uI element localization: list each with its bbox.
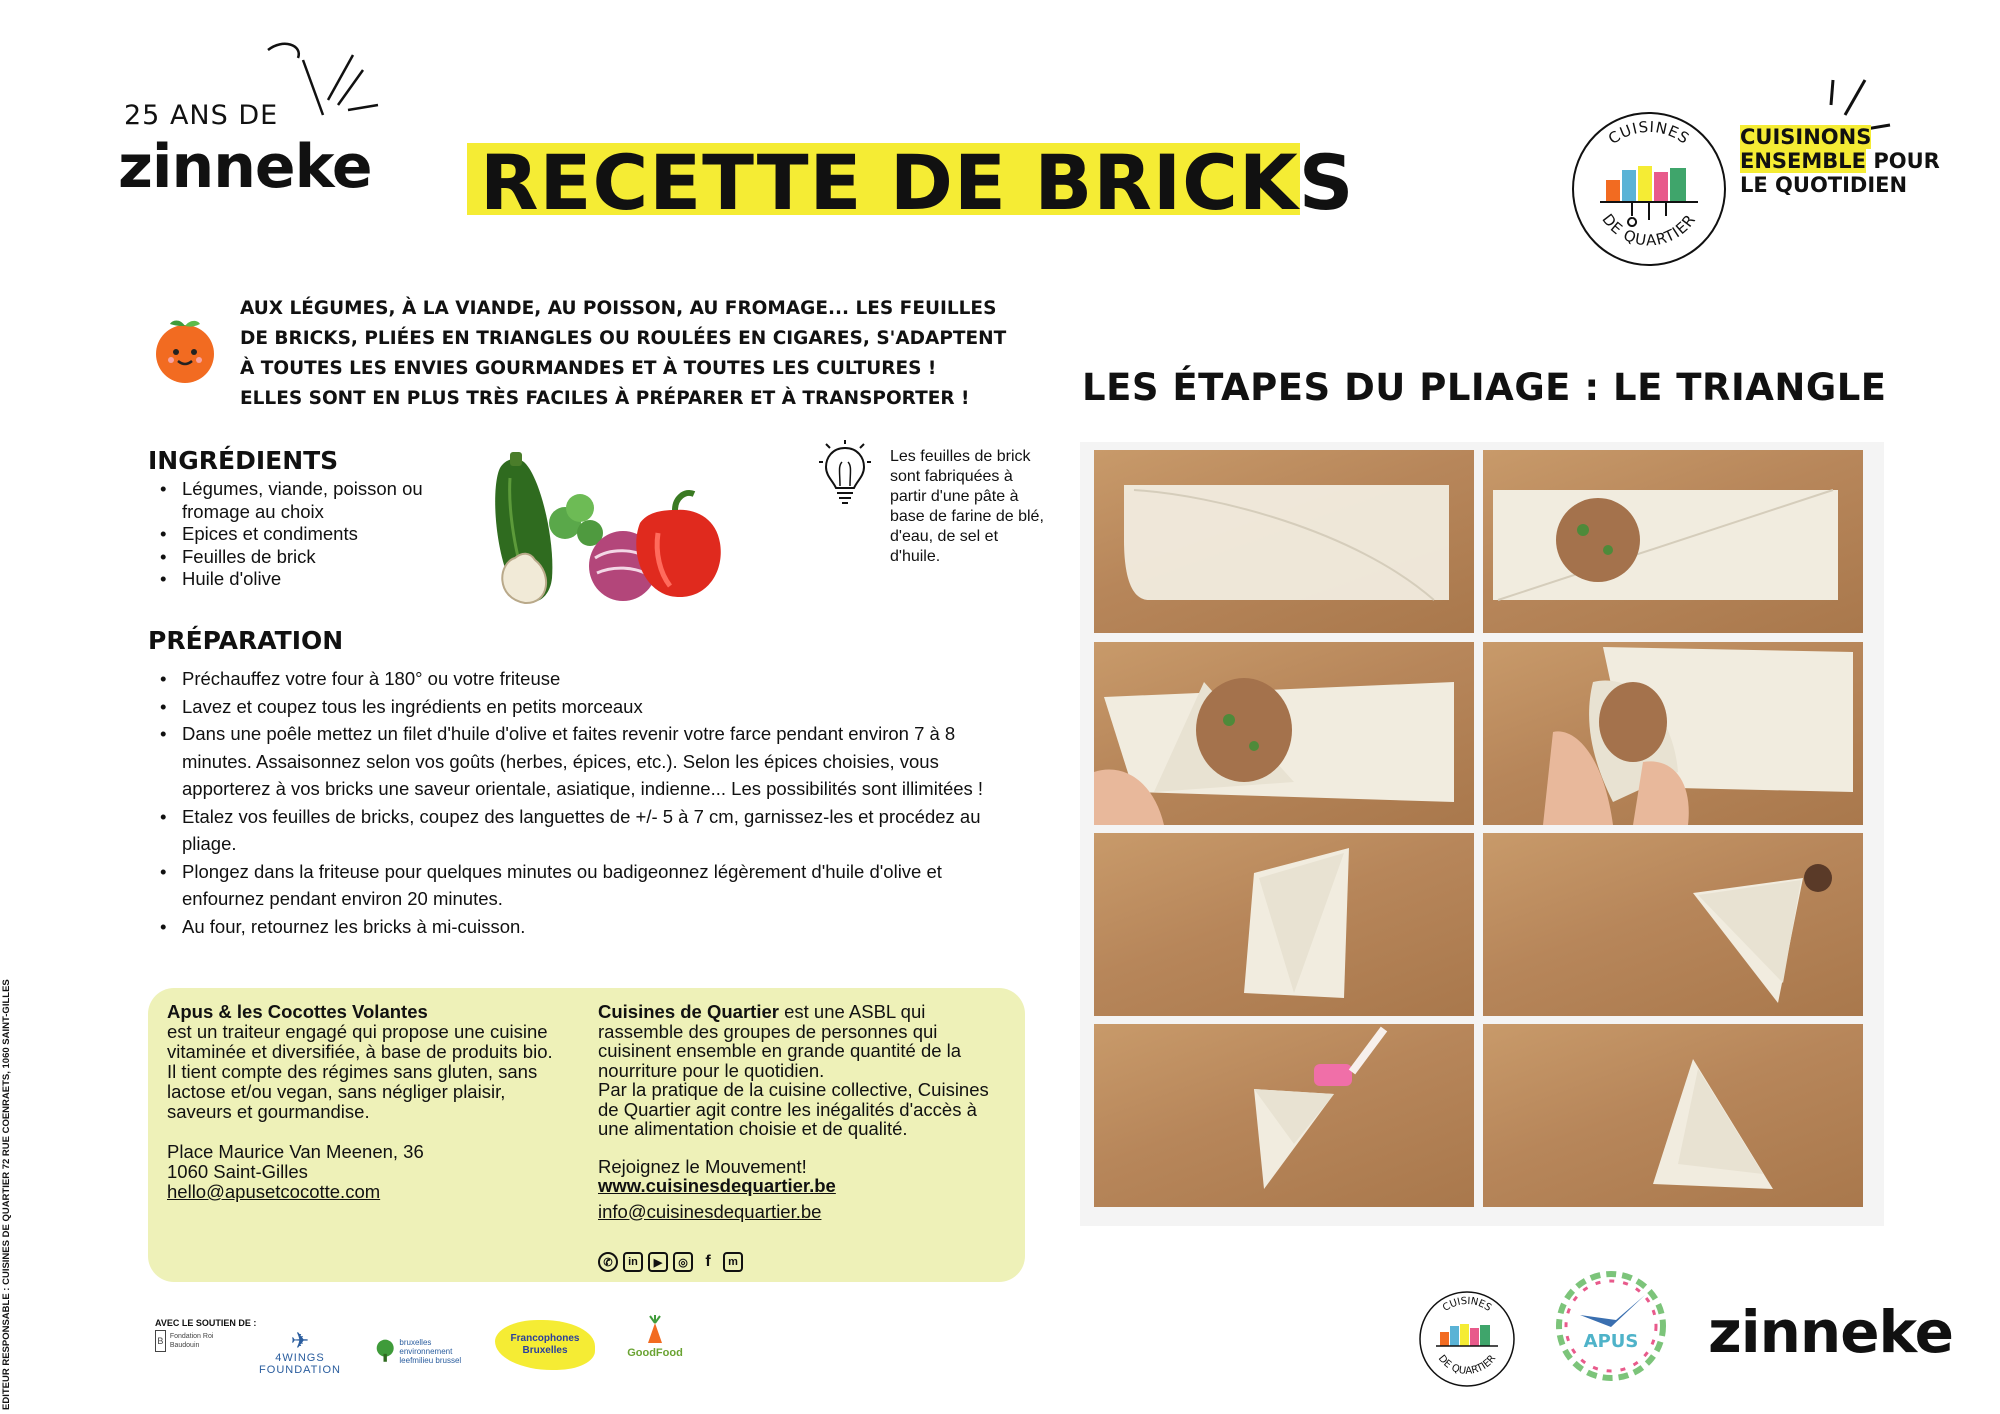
list-item: • Au four, retournez les bricks à mi-cuisson.	[160, 913, 1020, 941]
youtube-icon[interactable]: ▶	[648, 1252, 668, 1272]
orange-fruit-icon	[152, 316, 218, 384]
cdq-description	[598, 1002, 1008, 1221]
apus-email-link[interactable]: hello@apusetcocotte.com	[167, 1181, 381, 1202]
cuisines-de-quartier-badge	[1570, 110, 1728, 268]
list-item: • Plongez dans la friteuse pour quelques minutes ou badigeonnez légèrement d'huile d'olive et enfournez pendant environ 20 minutes.	[160, 858, 1020, 913]
sponsor-name: 4WINGS FOUNDATION	[259, 1352, 341, 1376]
list-item: • Epices et condiments	[160, 523, 480, 546]
cdq-desc1: est une ASBL qui rassemble des groupes de personnes qui cuisinent ensemble en grande quantité de la nourriture pour le quotidien.	[598, 1001, 962, 1081]
instagram-icon[interactable]: ◎	[673, 1252, 693, 1272]
bottom-badge-bottom-text: DE QUARTIER	[1435, 1353, 1499, 1377]
logo-line1: 25 ANS DE	[124, 100, 279, 131]
whatsapp-icon[interactable]: ✆	[598, 1252, 618, 1272]
cdq-desc2: Par la pratique de la cuisine collective, Cuisines de Quartier agit contre les inégalités d'accès à une alimentation choisie et de qualité.	[598, 1079, 989, 1139]
step-photo-2	[1483, 450, 1863, 633]
vegetables-illustration	[480, 448, 760, 608]
slogan-line1: CUISINONS	[1740, 125, 1872, 149]
zinneke-logo: zinneke	[1708, 1298, 1953, 1366]
steps-photo-grid	[1080, 442, 1884, 1226]
badge-bottom-text: DE QUARTIER	[1598, 210, 1700, 250]
sponsor-logo	[620, 1315, 690, 1359]
editor-responsible-note: EDITEUR RESPONSABLE : CUISINES DE QUARTIER 72 RUE COENRAETS, 1060 SAINT-GILLES	[1, 979, 12, 1410]
apus-address-line1: Place Maurice Van Meenen, 36	[167, 1141, 424, 1162]
apus-description	[167, 1002, 567, 1202]
cdq-join: Rejoignez le Mouvement!	[598, 1155, 807, 1177]
tip-text: Les feuilles de brick sont fabriquées à partir d'une pâte à base de farine de blé, d'eau, de sel et d'huile.	[890, 448, 1044, 565]
sponsor-name: Fondation Roi Baudouin	[169, 1333, 214, 1349]
list-item: • Préchauffez votre four à 180° ou votre friteuse	[160, 665, 1020, 693]
ingredients-list	[160, 478, 480, 591]
lightbulb-icon	[818, 438, 872, 508]
apus-logo-text: APUS	[1583, 1331, 1639, 1352]
slogan-line3: LE QUOTIDIEN	[1740, 173, 1908, 197]
ingredients-heading: INGRÉDIENTS	[148, 446, 339, 475]
apus-logo	[1550, 1265, 1672, 1387]
step-photo-8	[1483, 1024, 1863, 1207]
cdq-email-link[interactable]: info@cuisinesdequartier.be	[598, 1200, 822, 1222]
apus-name: Apus & les Cocottes Volantes	[167, 1001, 428, 1022]
carrot-icon	[644, 1315, 666, 1345]
list-item: • Feuilles de brick	[160, 546, 480, 569]
sponsor-logo	[495, 1320, 595, 1370]
logo-line2: zinneke	[118, 132, 372, 202]
intro-text	[240, 294, 1007, 414]
facebook-icon[interactable]: f	[705, 1253, 711, 1270]
sponsor-name: GoodFood	[627, 1347, 683, 1359]
preparation-heading: PRÉPARATION	[148, 626, 344, 655]
sponsor-name: bruxelles environnement leefmilieu brussel	[399, 1337, 462, 1365]
intro-line: À TOUTES LES ENVIES GOURMANDES ET À TOUTES LES CULTURES !	[240, 358, 937, 379]
intro-line: DE BRICKS, PLIÉES EN TRIANGLES OU ROULÉES EN CIGARES, S'ADAPTENT	[240, 328, 1007, 349]
list-item: • Lavez et coupez tous les ingrédients en petits morceaux	[160, 693, 1020, 721]
zinneke-25-logo	[118, 40, 388, 200]
list-item: • Etalez vos feuilles de bricks, coupez des languettes de +/- 5 à 7 cm, garnissez-les et procédez au pliage.	[160, 803, 1020, 858]
badge-top-text: CUISINES	[1604, 117, 1694, 149]
linkedin-icon[interactable]: in	[623, 1252, 643, 1272]
sponsor-logo	[375, 1330, 485, 1372]
cdq-website-link[interactable]: www.cuisinesdequartier.be	[598, 1175, 836, 1196]
intro-line: ELLES SONT EN PLUS TRÈS FACILES À PRÉPARER ET À TRANSPORTER !	[240, 388, 970, 409]
page-title: RECETTE DE BRICKS	[480, 138, 1355, 227]
apus-address-line2: 1060 Saint-Gilles	[167, 1161, 308, 1182]
slogan-line2a: ENSEMBLE	[1740, 149, 1867, 173]
list-item: • Dans une poêle mettez un filet d'huile d'olive et faites revenir votre farce pendant environ 7 à 8 minutes. Assaisonnez selon vos goûts (herbes, épices, etc.). Selon les épices choisies, vous apporterez à vos bricks une saveur orientale, asiatique, indienne... Les possibilités sont illimitées !	[160, 720, 1020, 803]
sponsor-logo: ✈ 4WINGS FOUNDATION	[255, 1330, 345, 1376]
apus-desc: est un traiteur engagé qui propose une cuisine vitaminée et diversifiée, à base de produits bio. Il tient compte des régimes sans gluten, sans lactose et/ou vegan, sans négliger plaisir, saveurs et gourmandise.	[167, 1021, 553, 1122]
bottom-badge-top-text: CUISINES	[1440, 1295, 1494, 1314]
step-photo-6	[1483, 833, 1863, 1016]
list-item: • Huile d'olive	[160, 568, 480, 591]
cdq-name: Cuisines de Quartier	[598, 1001, 779, 1022]
sponsor-name: Francophones Bruxelles	[510, 1333, 580, 1356]
mastodon-icon[interactable]: m	[723, 1252, 743, 1272]
steps-heading: LES ÉTAPES DU PLIAGE : LE TRIANGLE	[1082, 366, 1887, 409]
support-label: AVEC LE SOUTIEN DE :	[155, 1318, 257, 1328]
sponsor-logo: B Fondation Roi Baudouin	[155, 1330, 225, 1352]
intro-line: AUX LÉGUMES, À LA VIANDE, AU POISSON, AU FROMAGE... LES FEUILLES	[240, 298, 997, 319]
social-icons	[598, 1252, 743, 1272]
step-photo-5	[1094, 833, 1474, 1016]
tree-icon	[375, 1330, 395, 1372]
cuisines-de-quartier-logo	[1418, 1290, 1516, 1388]
slogan-line2b: POUR	[1866, 149, 1940, 173]
step-photo-3	[1094, 642, 1474, 825]
step-photo-7	[1094, 1024, 1474, 1207]
slogan	[1740, 125, 1940, 197]
preparation-list	[160, 665, 1020, 940]
step-photo-4	[1483, 642, 1863, 825]
step-photo-1	[1094, 450, 1474, 633]
list-item: • Légumes, viande, poisson ou fromage au choix	[160, 478, 480, 523]
